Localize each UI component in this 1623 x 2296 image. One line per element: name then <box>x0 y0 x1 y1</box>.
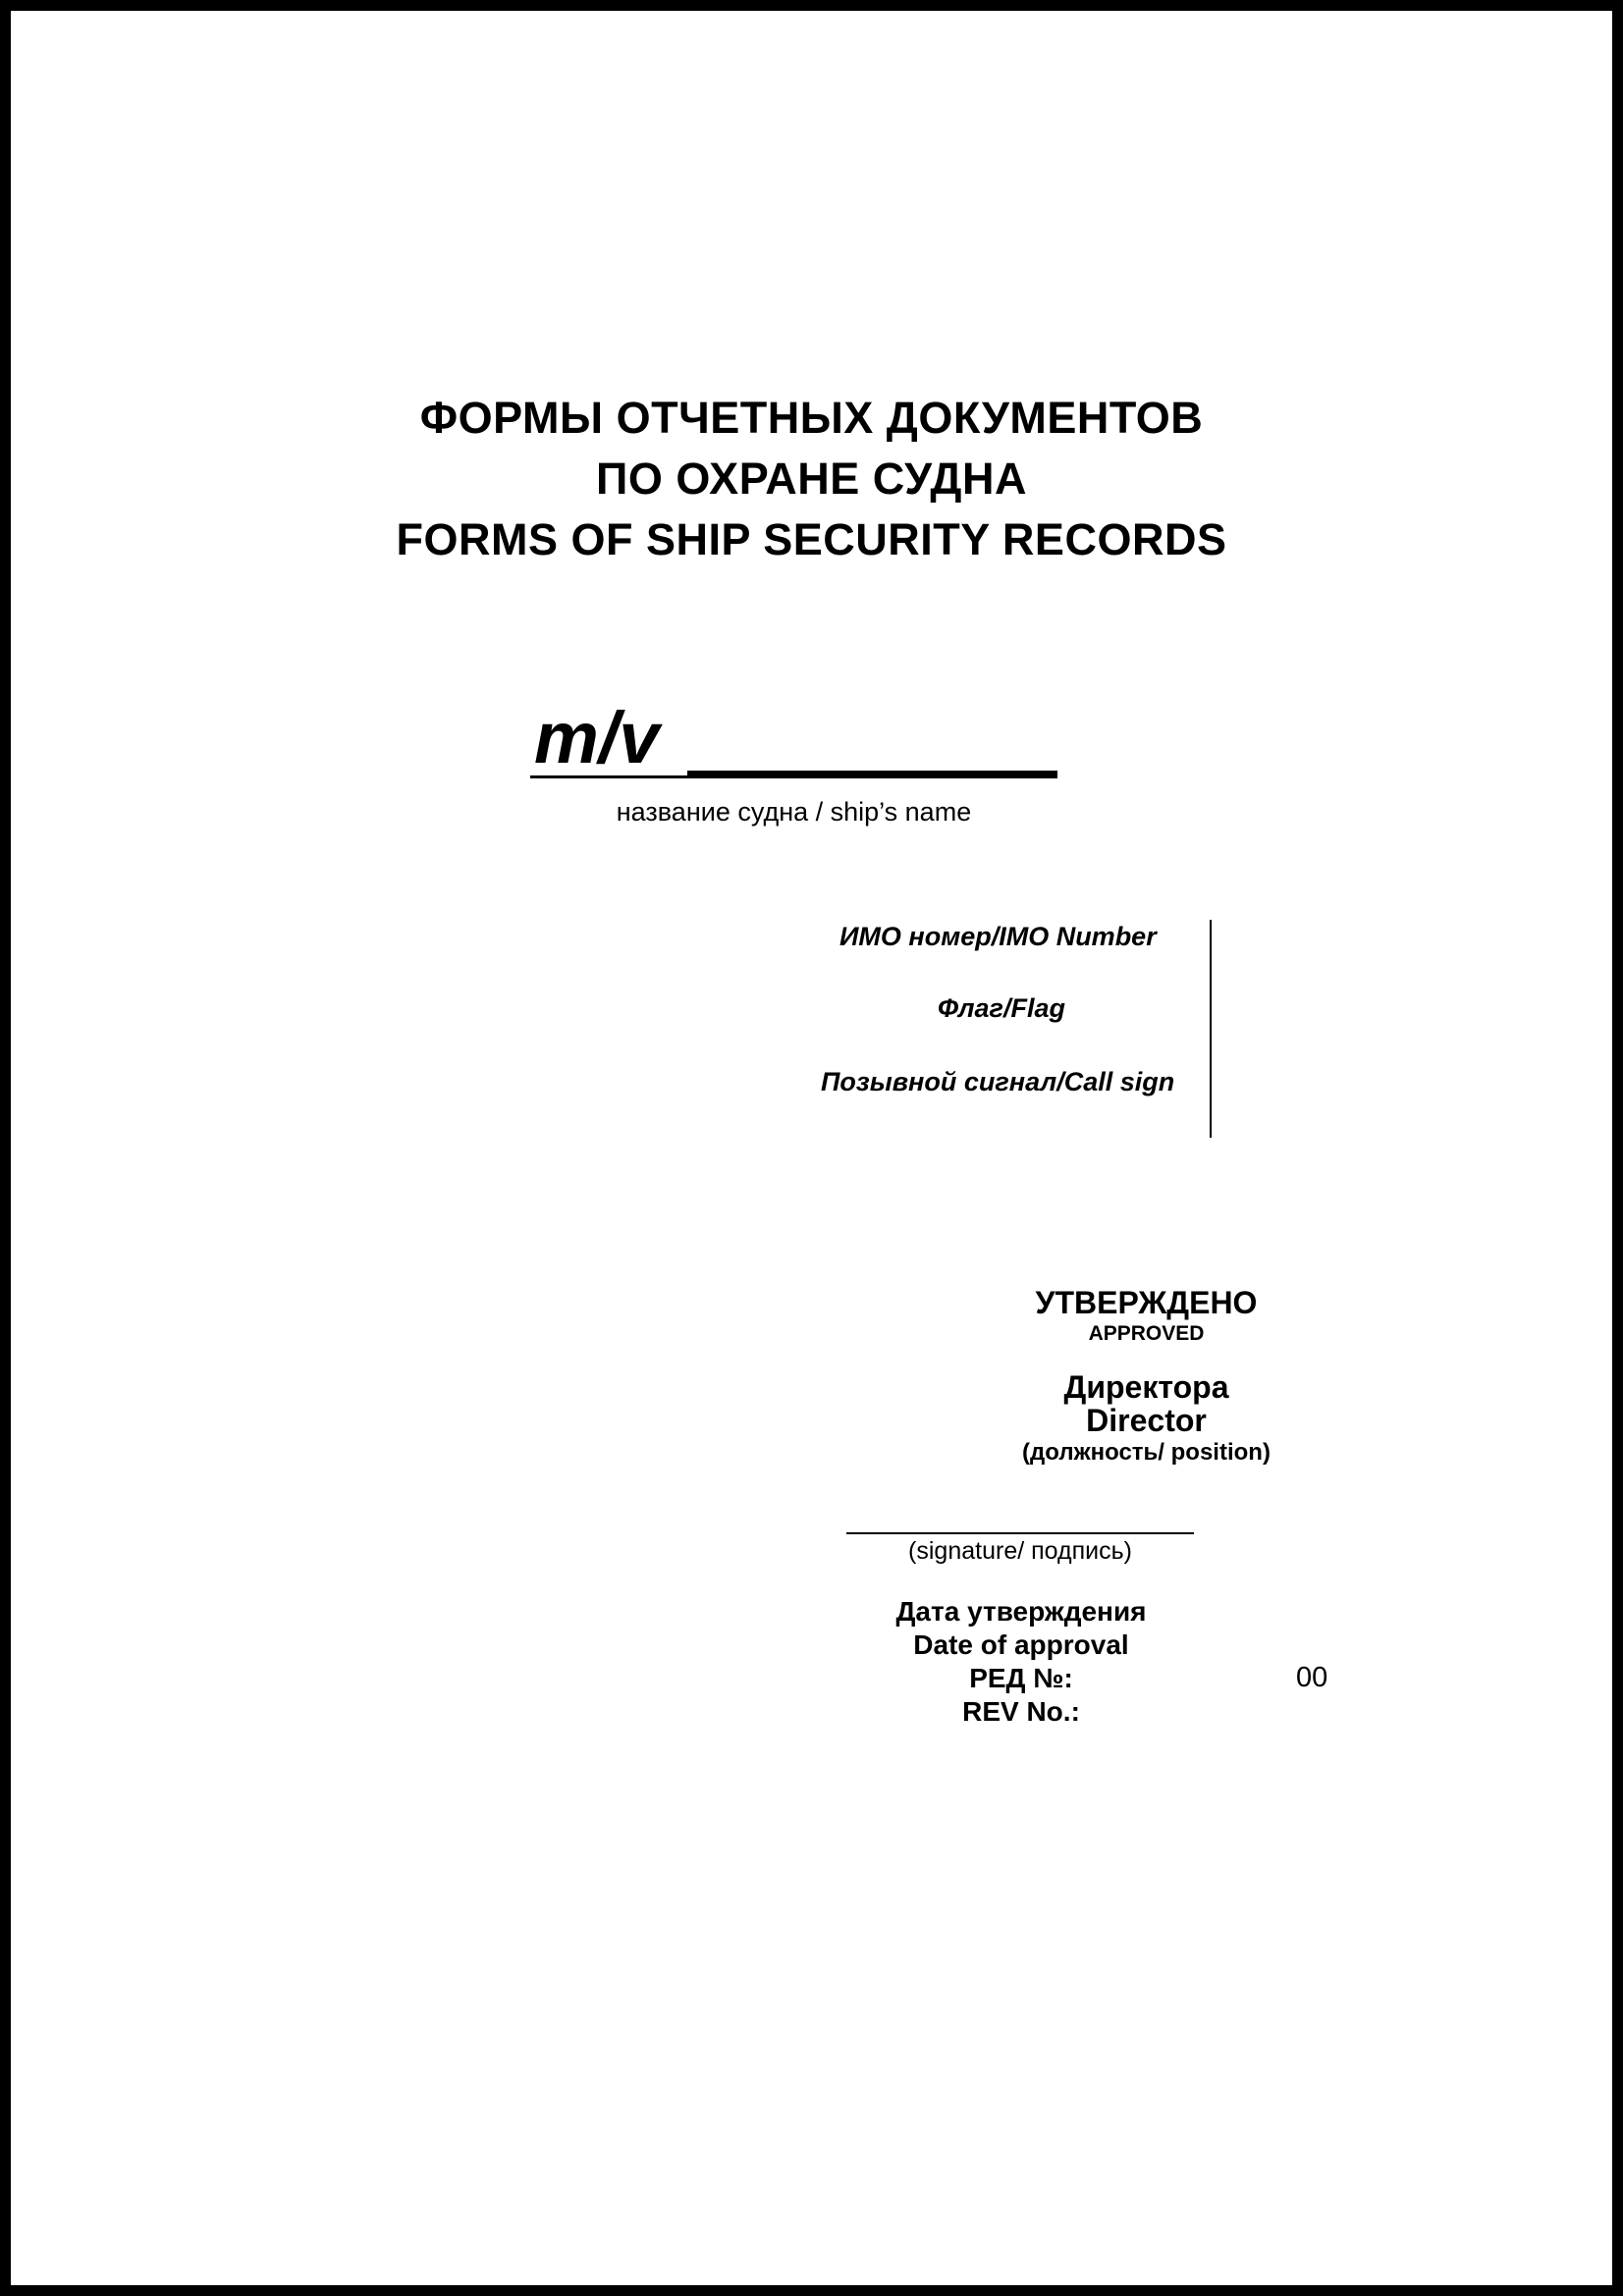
title-line-ru-1: ФОРМЫ ОТЧЕТНЫХ ДОКУМЕНТОВ <box>419 393 1204 443</box>
approved-heading-en: APPROVED <box>1088 1322 1205 1345</box>
position-en: Director <box>1086 1403 1207 1438</box>
approval-date-label-ru: Дата утверждения <box>895 1596 1147 1627</box>
ship-name-caption: название судна / ship’s name <box>616 797 972 827</box>
vessel-prefix: m/v <box>534 697 660 778</box>
vessel-name-underline <box>530 775 1057 778</box>
approval-stamp <box>982 1284 1311 1468</box>
imo-number-label: ИМО номер/IMO Number <box>839 922 1157 951</box>
approval-date-block <box>864 1595 1178 1729</box>
identifiers-divider <box>1210 920 1212 1138</box>
signature-caption: (signature/ подпись) <box>908 1537 1132 1565</box>
document-title <box>0 388 1623 570</box>
call-sign-label: Позывной сигнал/Call sign <box>821 1067 1175 1096</box>
revision-number: 00 <box>1296 1662 1328 1693</box>
title-line-ru-2: ПО ОХРАНЕ СУДНА <box>596 454 1027 504</box>
flag-label: Флаг/Flag <box>938 993 1065 1023</box>
position-caption: (должность/ position) <box>1022 1439 1271 1466</box>
position-ru: Директора <box>1063 1369 1229 1405</box>
revision-label-ru: РЕД №: <box>969 1663 1073 1693</box>
revision-label-en: REV No.: <box>962 1696 1080 1727</box>
approved-heading-ru: УТВЕРЖДЕНО <box>1035 1285 1258 1320</box>
title-line-en: FORMS OF SHIP SECURITY RECORDS <box>396 514 1227 564</box>
approval-date-label-en: Date of approval <box>913 1629 1129 1660</box>
vessel-name-field <box>530 699 1119 777</box>
